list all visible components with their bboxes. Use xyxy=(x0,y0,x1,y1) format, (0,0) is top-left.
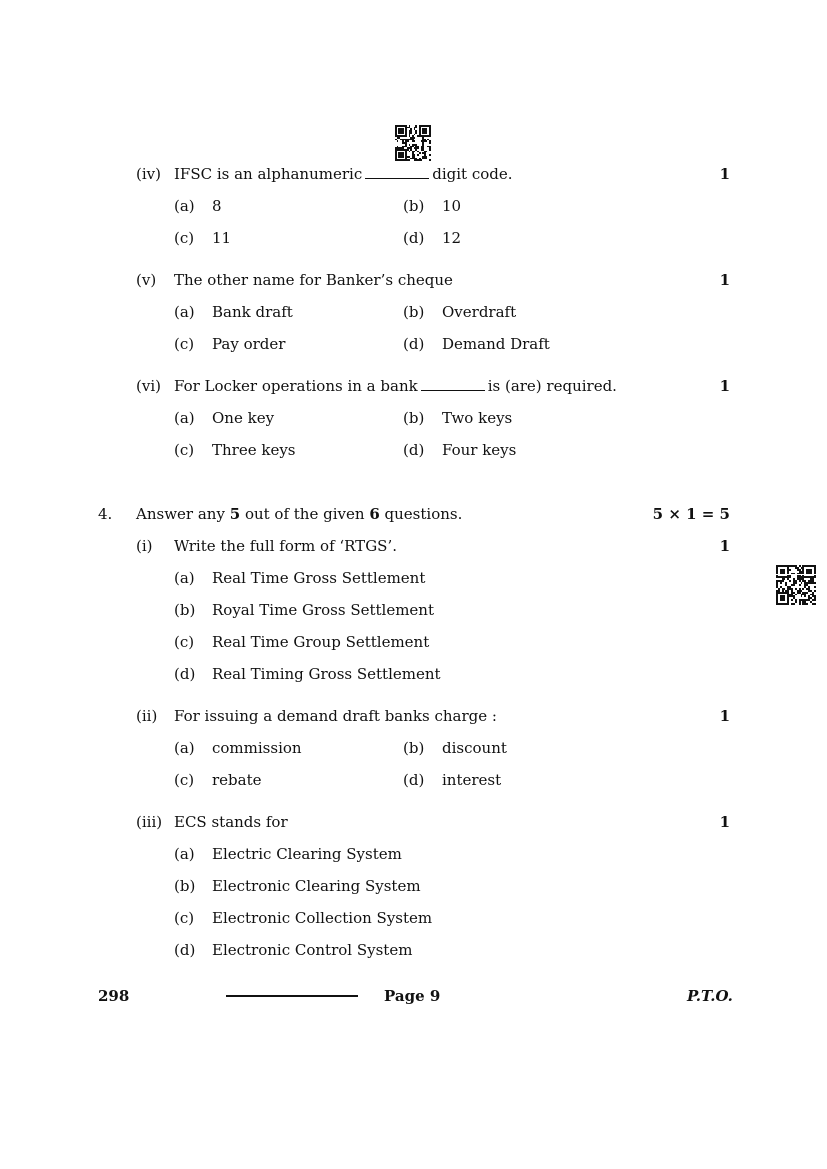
marks: 1 xyxy=(719,537,730,555)
question-text: The other name for Banker’s cheque xyxy=(174,271,453,289)
marks: 1 xyxy=(719,271,730,289)
question-number: (i) xyxy=(136,537,153,555)
option-text: interest xyxy=(442,771,502,789)
option-text: Electronic Clearing System xyxy=(212,877,421,895)
paper-code: 298 xyxy=(98,987,130,1005)
option-label: (d) xyxy=(403,771,425,789)
instruction-part: 6 xyxy=(369,505,380,523)
option-label: (b) xyxy=(403,303,425,321)
option-text: rebate xyxy=(212,771,262,789)
option-label: (c) xyxy=(174,441,195,459)
question-number: (vi) xyxy=(136,377,161,395)
question-text-part: is (are) required. xyxy=(487,377,617,395)
option-text: Electronic Collection System xyxy=(212,909,433,927)
option-label: (d) xyxy=(403,229,425,247)
question-number: (iv) xyxy=(136,165,161,183)
question-text xyxy=(174,377,617,395)
marks: 1 xyxy=(719,165,730,183)
instruction-part: out of the given xyxy=(244,505,365,523)
option-text: Four keys xyxy=(442,441,517,459)
option-label: (c) xyxy=(174,771,195,789)
option-label: (a) xyxy=(174,569,195,587)
qr-module xyxy=(814,603,816,605)
option-label: (b) xyxy=(174,877,196,895)
question-text: For issuing a demand draft banks charge : xyxy=(174,707,497,725)
option-label: (d) xyxy=(403,441,425,459)
option-text: 10 xyxy=(442,197,462,215)
option-label: (b) xyxy=(174,601,196,619)
answer-blank xyxy=(421,378,485,391)
option-label: (d) xyxy=(174,941,196,959)
question-number: (v) xyxy=(136,271,157,289)
option-text: Electronic Control System xyxy=(212,941,413,959)
question-number: 4. xyxy=(98,505,113,523)
option-text: One key xyxy=(212,409,275,427)
option-label: (a) xyxy=(174,409,195,427)
option-text: Pay order xyxy=(212,335,286,353)
option-label: (b) xyxy=(403,739,425,757)
option-text: Three keys xyxy=(212,441,296,459)
question-text-part: For Locker operations in a bank xyxy=(174,377,418,395)
instruction-part: questions. xyxy=(384,505,463,523)
option-text: 8 xyxy=(212,197,222,215)
qr-module xyxy=(429,159,431,161)
option-label: (a) xyxy=(174,845,195,863)
instruction-part: 5 xyxy=(229,505,241,523)
option-label: (c) xyxy=(174,633,195,651)
marks: 1 xyxy=(719,813,730,831)
marks: 5 × 1 = 5 xyxy=(652,505,730,523)
question-text-part: IFSC is an alphanumeric xyxy=(174,165,363,183)
option-text: commission xyxy=(212,739,302,757)
answer-blank xyxy=(365,166,429,179)
option-text: Overdraft xyxy=(442,303,517,321)
option-label: (c) xyxy=(174,335,195,353)
question-number: (ii) xyxy=(136,707,158,725)
qr-code-top xyxy=(395,125,431,161)
option-text: Two keys xyxy=(442,409,513,427)
option-text: 11 xyxy=(212,229,232,247)
question-instruction xyxy=(136,505,462,523)
option-label: (a) xyxy=(174,197,195,215)
option-label: (a) xyxy=(174,303,195,321)
option-text: Royal Time Gross Settlement xyxy=(212,601,434,619)
option-label: (d) xyxy=(174,665,196,683)
question-text xyxy=(174,165,513,183)
instruction-part: Answer any xyxy=(136,505,225,523)
page-number: Page 9 xyxy=(384,987,441,1005)
option-label: (c) xyxy=(174,909,195,927)
option-text: Real Time Gross Settlement xyxy=(212,569,426,587)
option-text: Real Timing Gross Settlement xyxy=(212,665,441,683)
option-text: Real Time Group Settlement xyxy=(212,633,430,651)
option-text: discount xyxy=(442,739,507,757)
option-label: (b) xyxy=(403,197,425,215)
qr-code-side xyxy=(776,565,816,605)
question-number: (iii) xyxy=(136,813,163,831)
footer-rule xyxy=(226,995,358,997)
question-text-part: digit code. xyxy=(432,165,513,183)
option-label: (b) xyxy=(403,409,425,427)
option-text: Demand Draft xyxy=(442,335,550,353)
option-text: Bank draft xyxy=(212,303,293,321)
pto-label: P.T.O. xyxy=(687,987,733,1005)
option-text: Electric Clearing System xyxy=(212,845,402,863)
option-label: (d) xyxy=(403,335,425,353)
option-label: (c) xyxy=(174,229,195,247)
option-text: 12 xyxy=(442,229,462,247)
question-text: ECS stands for xyxy=(174,813,288,831)
question-text: Write the full form of ‘RTGS’. xyxy=(174,537,397,555)
option-label: (a) xyxy=(174,739,195,757)
marks: 1 xyxy=(719,377,730,395)
marks: 1 xyxy=(719,707,730,725)
